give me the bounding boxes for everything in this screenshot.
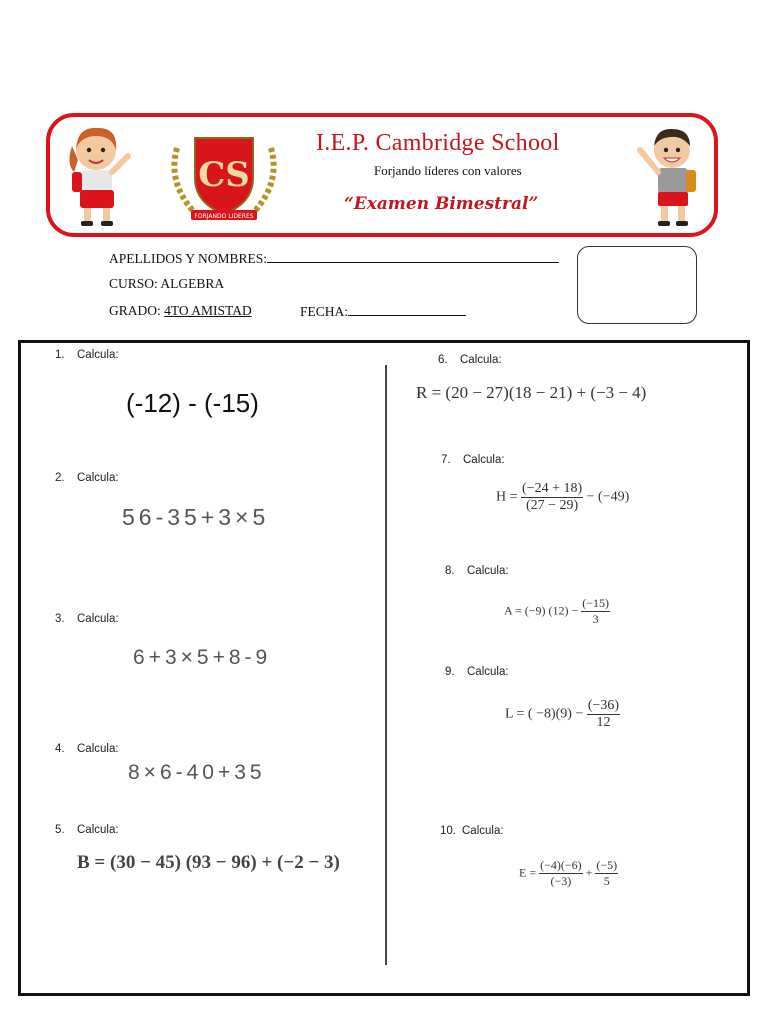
name-line [109, 250, 559, 267]
name-label: APELLIDOS Y NOMBRES: [109, 251, 268, 266]
question-2-label: 2. Calcula: [55, 472, 119, 484]
question-5-label: 5. Calcula: [55, 824, 119, 836]
exam-frame [18, 340, 750, 996]
name-blank[interactable] [267, 250, 559, 263]
grade-label: GRADO: [109, 303, 161, 318]
question-3-label: 3. Calcula: [55, 613, 119, 625]
question-4-expression: 8×6-40+35 [128, 761, 266, 784]
student-boy-illustration [632, 120, 702, 232]
school-name: I.E.P. Cambridge School [316, 130, 560, 156]
question-7-expression: H = $\frac{(-24 + 18)}{(27 - 29)}$ − (−49) [496, 481, 630, 513]
logo-ribbon-text: FORJANDO LIDERES [194, 213, 254, 220]
question-2-expression: 56-35+3×5 [122, 504, 270, 530]
student-girl-illustration [60, 120, 140, 232]
column-divider [385, 365, 387, 965]
question-1-label: 1. Calcula: [55, 349, 119, 361]
date-blank[interactable] [348, 303, 466, 316]
question-8-expression: A = (−9) (12) − $\frac{(-15)}{3}$ [504, 596, 610, 626]
question-4-label: 4. Calcula: [55, 743, 119, 755]
question-8-label: 8. Calcula: [445, 565, 509, 577]
question-10-fraction-1: $\frac{(-4)(-6)}{(-3)}$ [540, 858, 582, 888]
question-5-expression: B = (30 − 45) (93 − 96) + (−2 − 3) [77, 852, 340, 873]
question-10-label: 10. Calcula: [440, 825, 504, 837]
course-line [109, 276, 224, 292]
question-6-expression: R = (20 − 27)(18 − 21) + (−3 − 4) [416, 383, 647, 402]
date-label: FECHA: [300, 304, 349, 319]
grade-value: 4TO AMISTAD [164, 303, 252, 318]
question-10-expression: E = $\frac{(-4)(-6)}{(-3)}$ + $\frac{(-5)}{5}$ [519, 858, 618, 888]
school-crest-logo [165, 128, 283, 226]
logo-initials: CS [198, 155, 250, 195]
course-label: CURSO: [109, 276, 158, 291]
exam-title: “Examen Bimestral” [344, 194, 539, 214]
question-1-expression: (-12) - (-15) [126, 388, 259, 418]
question-9-fraction: $\frac{(-36)}{12}$ [587, 698, 620, 730]
question-10-fraction-2: $\frac{(-5)}{5}$ [596, 858, 618, 888]
question-3-expression: 6+3×5+8-9 [133, 646, 272, 669]
grade-line [109, 303, 252, 319]
score-box[interactable] [577, 246, 697, 324]
question-9-expression: L = ( −8)(9) − $\frac{(-36)}{12}$ [505, 698, 620, 730]
question-7-label: 7. Calcula: [441, 454, 505, 466]
question-8-fraction: $\frac{(-15)}{3}$ [582, 596, 610, 626]
question-9-label: 9. Calcula: [445, 666, 509, 678]
question-7-fraction: $\frac{(-24 + 18)}{(27 - 29)}$ [522, 481, 583, 513]
date-line [300, 303, 466, 320]
school-motto: Forjando líderes con valores [374, 163, 522, 178]
course-value: ALGEBRA [160, 276, 225, 291]
question-6-label: 6. Calcula: [438, 354, 502, 366]
